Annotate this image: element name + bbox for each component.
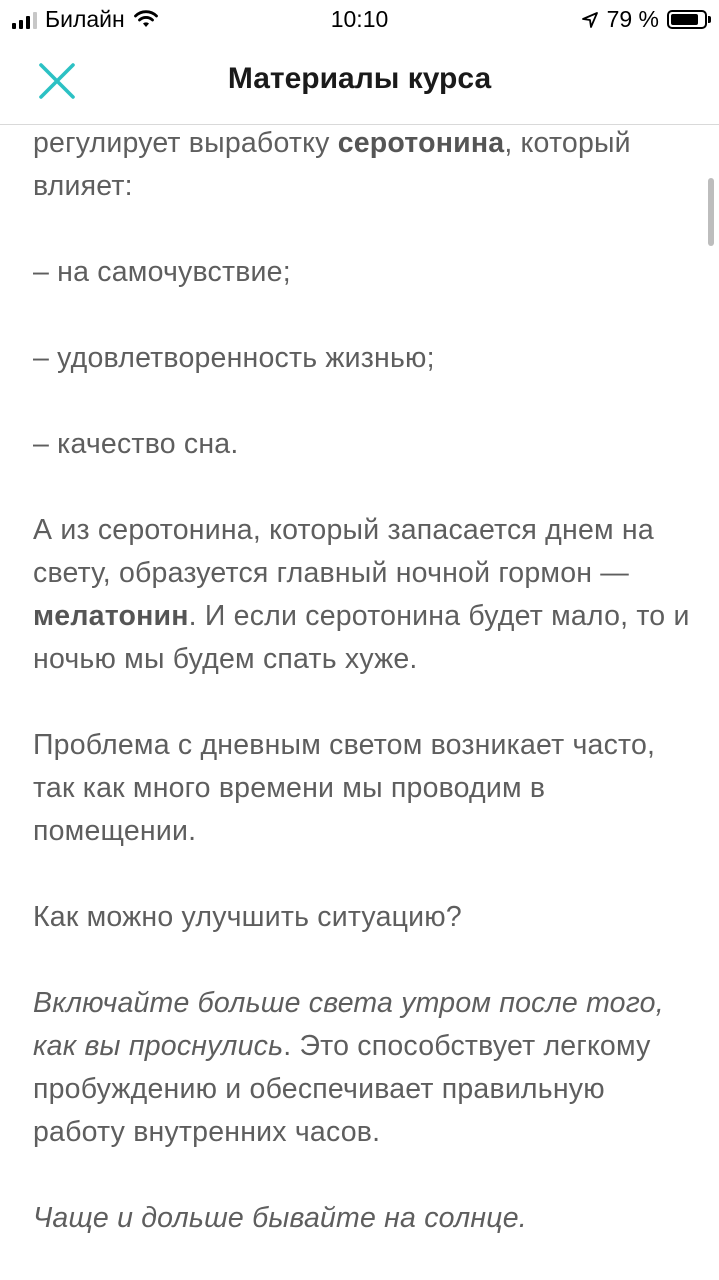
status-right	[581, 6, 707, 33]
bold-term-melatonin: мелатонин	[33, 600, 189, 632]
status-bar	[0, 0, 719, 40]
paragraph-daylight-problem: Проблема с дневным светом возникает часто, так как много времени мы проводим в помещении.	[33, 729, 656, 847]
article-scroll-area[interactable]	[0, 125, 719, 1280]
paragraph-melatonin: А из серотонина, который запасается днем на свету, образуется главный ночной гормон — мелатонин. И если серотонина будет мало, то и ночью мы будем спать хуже.	[33, 514, 690, 675]
list-item: – удовлетворенность жизнью;	[33, 342, 435, 374]
paragraph-question: Как можно улучшить ситуацию?	[33, 901, 462, 933]
battery-icon	[667, 10, 707, 29]
list-item: – качество сна.	[33, 428, 239, 460]
paragraph-morning-light: Включайте больше света утром после того, как вы проснулись. Это способствует легкому пробуждению и обеспечивает правильную работу внутренних часов.	[33, 987, 664, 1148]
scrollbar[interactable]	[708, 178, 714, 246]
bold-term-serotonin: серотонина	[337, 127, 505, 159]
paragraph-sun: Чаще и дольше бывайте на солнце.	[33, 1202, 527, 1234]
location-arrow-icon	[581, 11, 599, 29]
article-body	[33, 125, 693, 1280]
battery-percent: 79 %	[606, 6, 659, 32]
page-title: Материалы курса	[227, 62, 492, 95]
carrier-name: Билайн	[45, 6, 125, 32]
paragraph-serotonin: регулирует выработку серотонина, который влияет:	[33, 127, 631, 202]
status-time: 10:10	[330, 6, 389, 32]
list-item: – на самочувствие;	[33, 256, 291, 288]
navigation-bar	[0, 40, 719, 125]
